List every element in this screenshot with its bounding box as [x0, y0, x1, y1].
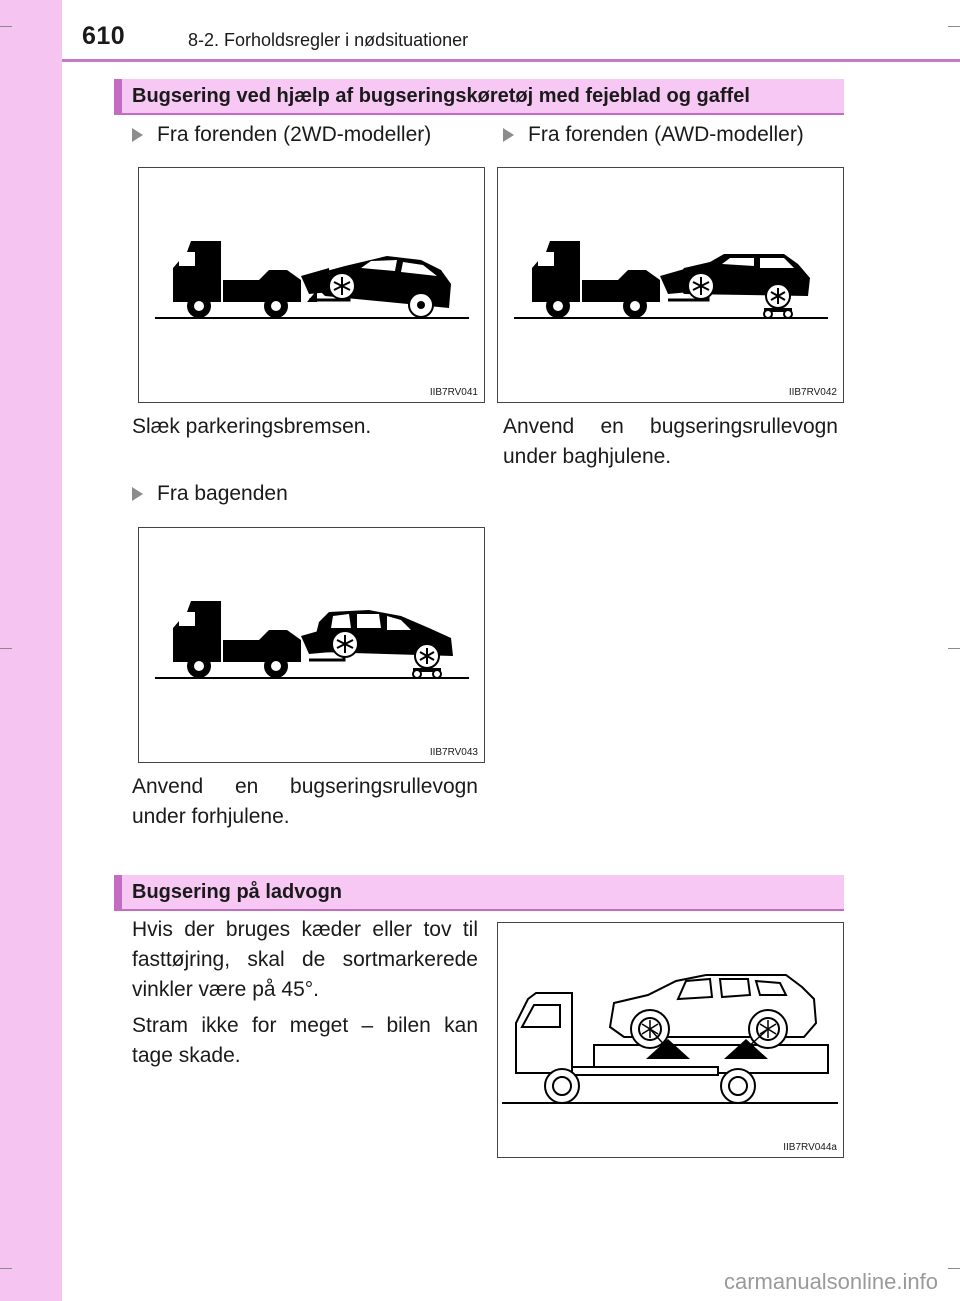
- crop-mark: [0, 1268, 12, 1269]
- section-title-wheel-lift: Bugsering ved hjælp af bugseringskøretøj med fejeblad og gaffel: [114, 79, 844, 115]
- tow-truck-front-lift-illustration: [139, 168, 484, 402]
- figure-front-awd: [497, 167, 844, 403]
- subheading-front-2wd: [132, 123, 431, 147]
- flatbed-paragraph-1: Hvis der bruges kæder eller tov til fasttøjring, skal de sortmarkerede vinkler være på 45°.: [132, 918, 478, 1001]
- figure-front-2wd: [138, 167, 485, 403]
- tow-truck-dolly-illustration: [498, 168, 843, 402]
- subheading-rear: [132, 482, 288, 506]
- figure-rear: [138, 527, 485, 763]
- figure-code: IIB7RV041: [429, 387, 478, 398]
- bullet-arrow-icon: [132, 487, 143, 501]
- figure-code: IIB7RV042: [788, 387, 837, 398]
- instruction-rear: Anvend en bugseringsrullevogn under forhjulene.: [132, 775, 478, 828]
- section-title-flatbed: Bugsering på ladvogn: [114, 875, 844, 911]
- header-divider: [62, 59, 960, 62]
- page-number: 610: [82, 22, 126, 50]
- flatbed-truck-illustration: [498, 923, 843, 1157]
- watermark-text: carmanualsonline.info: [723, 1269, 938, 1294]
- crop-mark: [948, 26, 960, 27]
- tow-truck-rear-lift-illustration: [139, 528, 484, 762]
- subheading-front-awd: [503, 123, 804, 147]
- page-sidebar: [0, 0, 62, 1301]
- figure-code: IIB7RV044a: [783, 1142, 837, 1153]
- bullet-arrow-icon: [132, 128, 143, 142]
- figure-code: IIB7RV043: [429, 747, 478, 758]
- subheading-rear-label: Fra bagenden: [157, 482, 288, 505]
- flatbed-paragraph-2: Stram ikke for meget – bilen kan tage skade.: [132, 1014, 478, 1067]
- subheading-front-2wd-label: Fra forenden (2WD-modeller): [157, 123, 432, 146]
- crop-mark: [948, 648, 960, 649]
- chapter-title: 8-2. Forholdsregler i nødsituationer: [188, 30, 469, 50]
- instruction-front-awd: [503, 412, 838, 472]
- instruction-front-2wd: Slæk parkeringsbremsen.: [132, 415, 372, 438]
- crop-mark: [0, 648, 12, 649]
- crop-mark: [948, 1268, 960, 1269]
- crop-mark: [0, 26, 12, 27]
- instruction-front-awd-text: Anvend en bugseringsrullevogn under baghjulene.: [503, 415, 838, 468]
- subheading-front-awd-label: Fra forenden (AWD-modeller): [528, 123, 804, 146]
- bullet-arrow-icon: [503, 128, 514, 142]
- figure-flatbed: [497, 922, 844, 1158]
